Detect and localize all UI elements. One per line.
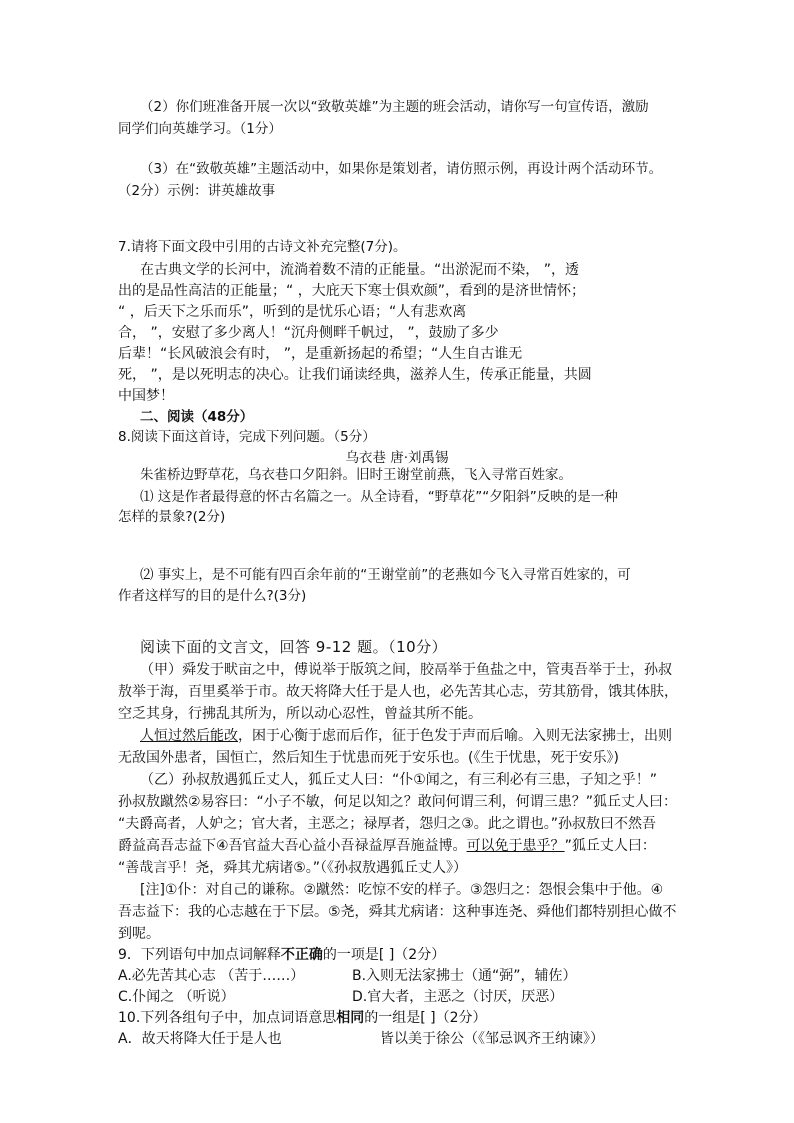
q8-sub2-line2: 作者这样写的目的是什么?(3分): [118, 588, 307, 604]
q9-title-tail: 的一项是[ ]（2分）: [322, 947, 446, 963]
q9-title-bold: 不正确: [280, 947, 323, 963]
q10-title: [118, 1009, 487, 1027]
jia-line-4: [140, 727, 672, 745]
q9-option-d: D.官大者，主恶之（讨厌，厌恶）: [352, 989, 564, 1005]
jia-line-5: 无敌国外患者，国恒亡，然后知生于忧患而死于安乐也。(《生于忧患，死于安乐》): [118, 750, 619, 766]
yi-line-3: “夫爵高者，人妒之；官大者，主恶之；禄厚者，怨归之③。此之谓也。”孙叔敖曰不然吾: [118, 816, 657, 832]
q10-title-text: 10.下列各组句子中，加点词语意思: [118, 1010, 337, 1026]
q2-line2: 同学们向英雄学习。（1分）: [118, 121, 282, 137]
q3-line2: （2分）示例：讲英雄故事: [118, 183, 276, 199]
jia-line-3: 空乏其身，行拂乱其所为，所以动心忍性，曾益其所不能。: [118, 706, 482, 722]
underlined-question: 可以免于患乎？: [466, 838, 565, 854]
poem-body: 朱雀桥边野草花，乌衣巷口夕阳斜。旧时王谢堂前燕，飞入寻常百姓家。: [140, 467, 572, 483]
q7-line-3: “ ，后天下之乐而乐”，听到的是忧乐心语；“人有悲欢离: [118, 304, 467, 320]
jia-line-4-rest: ，困于心衡于虑而后作，征于色发于声而后喻。入则无法家拂士，出则: [238, 728, 672, 744]
q9-title-text: 9．下列语句中加点词解释: [118, 947, 281, 963]
yi-line-4-tail: ”狐丘丈人曰：: [564, 838, 656, 854]
notes-line-3: 到呢。: [118, 926, 160, 942]
q10-title-bold: 相同: [336, 1010, 365, 1026]
q2-line1: （2）你们班准备开展一次以“致敬英雄”为主题的班会活动，请你写一句宣传语，激励: [140, 99, 649, 115]
q7-line-2: 出的是品性高洁的正能量；“ ，大庇天下寒士俱欢颜”，看到的是济世情怀；: [118, 283, 585, 299]
q7-line-1: 在古典文学的长河中，流淌着数不清的正能量。“出淤泥而不染， ”，透: [140, 262, 579, 278]
q9-option-c: C.仆闻之 （听说）: [118, 989, 235, 1005]
q7-line-6: 死， ”，是以死明志的决心。让我们诵读经典，滋养人生，传承正能量，共圆: [118, 367, 592, 383]
section-heading: 二、阅读（48分）: [140, 409, 254, 425]
q8-title: 8.阅读下面这首诗，完成下列问题。（5分）: [118, 429, 376, 445]
poem-title: 乌衣巷 唐·刘禹锡: [345, 450, 449, 466]
yi-line-2: 孙叔敖蹴然②易容曰：“小子不敏，何足以知之？敢问何谓三利，何谓三患？”狐丘丈人曰：: [118, 794, 678, 810]
yi-line-5: “善哉言乎！尧，舜其尤病诸⑤。”（《孙叔敖遇狐丘丈人》）: [118, 860, 468, 876]
q7-line-5: 后辈！“长风破浪会有时， ”，是重新扬起的希望；“人生自古谁无: [118, 346, 523, 362]
q8-sub1-line2: 怎样的景象?(2分): [118, 509, 226, 525]
q10-title-tail: 的一组是[ ]（2分）: [364, 1010, 487, 1026]
yi-line-4: [118, 837, 656, 855]
yi-line-1: （乙）孙叔敖遇狐丘丈人，狐丘丈人曰：“仆①闻之，有三利必有三患，子知之乎！”: [140, 772, 658, 788]
q9-option-b: B.入则无法家拂士（通“弼”，辅佐）: [352, 968, 577, 984]
q9-option-a: A.必先苦其心志 （苦于……）: [118, 968, 305, 984]
q3-line1: （3）在“致敬英雄”主题活动中，如果你是策划者，请仿照示例，再设计两个活动环节。: [140, 161, 663, 177]
jia-line-1: （甲）舜发于畎亩之中，傅说举于版筑之间，胶鬲举于鱼盐之中，管夷吾举于士，孙叔: [140, 662, 672, 678]
q10-option-a: A．故天将降大任于是人也: [118, 1031, 282, 1047]
classical-intro: 阅读下面的文言文，回答 9-12 题。（10分）: [140, 638, 448, 656]
q10-option-a-pair: 皆以美于徐公（《邹忌讽齐王纳谏》）: [380, 1031, 604, 1047]
q8-sub1-line1: ⑴ 这是作者最得意的怀古名篇之一。从全诗看，“野草花”“夕阳斜”反映的是一种: [140, 489, 618, 505]
notes-line-1: [注]①仆：对自己的谦称。②蹴然：吃惊不安的样子。③怨归之：怨恨会集中于他。④: [140, 882, 664, 898]
notes-line-2: 吾志益下：我的心志越在于下层。⑤尧，舜其尤病诸：这种事连尧、舜他们都特别担心做不: [118, 904, 677, 920]
underlined-sentence: 人恒过然后能改: [140, 728, 238, 744]
q9-title: [118, 946, 445, 964]
q7-line-7: 中国梦！: [118, 388, 174, 404]
jia-line-2: 敖举于海，百里奚举于市。故天将降大任于是人也，必先苦其心志，劳其筋骨，饿其体肤，: [118, 684, 678, 700]
q7-title: 7.请将下面文段中引用的古诗文补充完整(7分)。: [118, 239, 407, 255]
q8-sub2-line1: ⑵ 事实上，是不可能有四百余年前的“王谢堂前”的老燕如今飞入寻常百姓家的，可: [140, 567, 631, 583]
q7-line-4: 合， ”，安慰了多少离人！“沉舟侧畔千帆过， ”，鼓励了多少: [118, 325, 499, 341]
yi-line-4-text: 爵益高吾志益下④吾官益大吾心益小吾禄益厚吾施益博。: [118, 838, 467, 854]
